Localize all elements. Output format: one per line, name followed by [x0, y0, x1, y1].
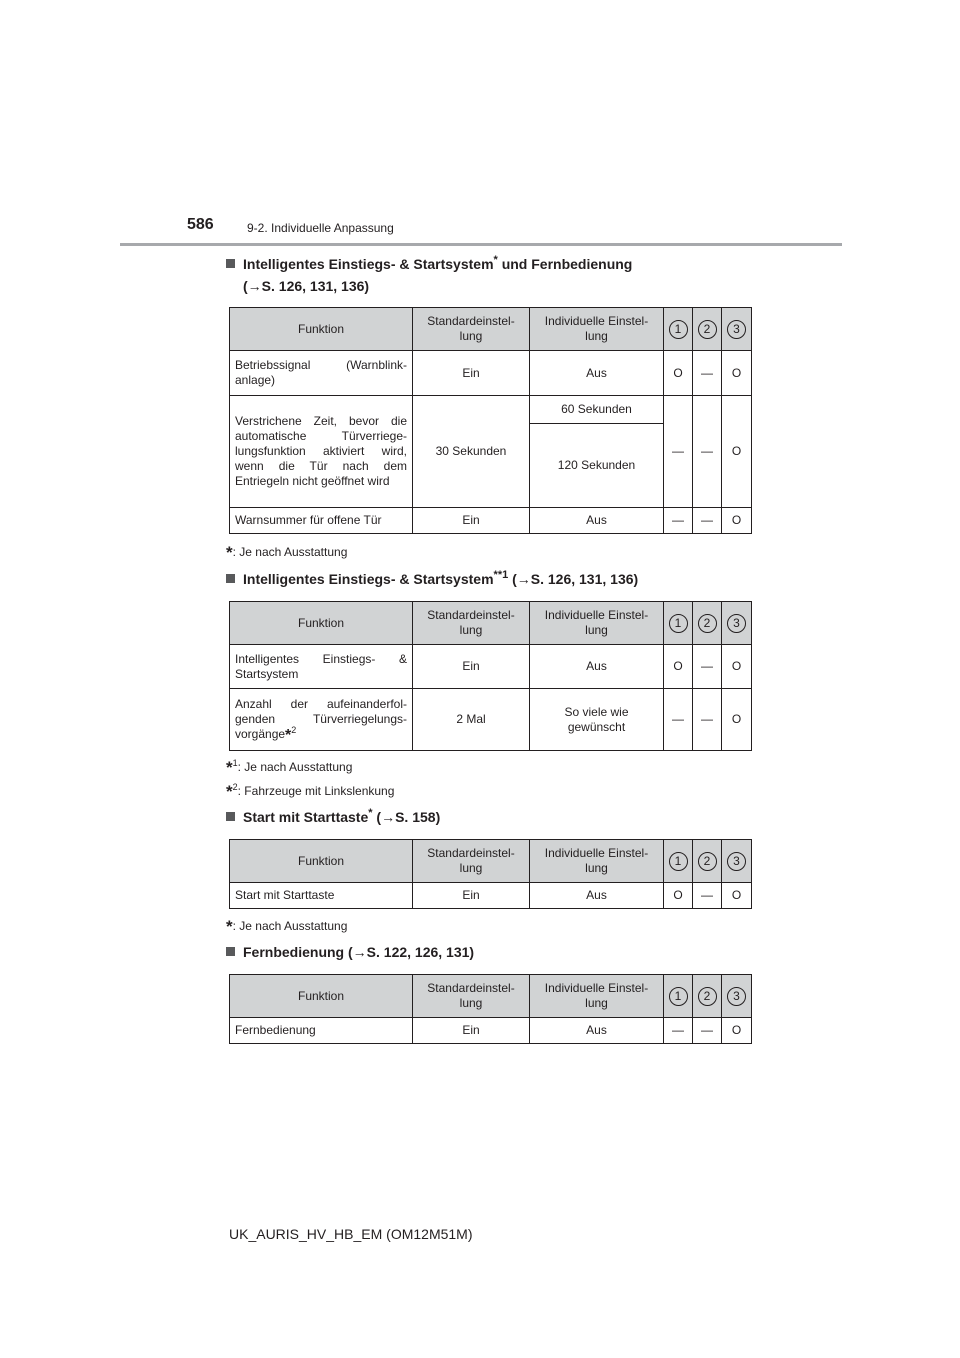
- cell-individuell: So viele wie gewünscht: [530, 689, 664, 751]
- cell-c2: —: [693, 883, 722, 909]
- col-header-funktion: Funktion: [230, 840, 413, 883]
- cell-individuell-b: 120 Sekunden: [530, 424, 664, 508]
- cell-c2: —: [693, 689, 722, 751]
- col-header-1: [664, 602, 693, 645]
- cell-funktion: Warnsummer für offene Tür: [230, 508, 413, 534]
- circled-3-icon: 3: [727, 614, 746, 633]
- col-header-individuell: Individuelle Einstel-lung: [530, 308, 664, 351]
- cell-standard: Ein: [413, 645, 530, 689]
- cell-c2: —: [693, 645, 722, 689]
- table-row: [230, 689, 752, 751]
- cell-c3: O: [722, 689, 752, 751]
- table-row: [230, 1018, 752, 1044]
- circled-3-icon: 3: [727, 320, 746, 339]
- cell-funktion: Anzahl der aufeinanderfol-genden Türverriegelungs-vorgänge*$^2$: [230, 689, 413, 751]
- square-bullet-icon: [226, 574, 235, 583]
- col-header-funktion: Funktion: [230, 308, 413, 351]
- cell-c1: O: [664, 883, 693, 909]
- cell-funktion: Intelligentes Einstiegs- & Startsystem: [230, 645, 413, 689]
- cell-c3: O: [722, 396, 752, 508]
- square-bullet-icon: [226, 947, 235, 956]
- section-4-heading: Fernbedienung (→S. 122, 126, 131): [226, 941, 474, 963]
- table-header-row: [230, 840, 752, 883]
- square-bullet-icon: [226, 812, 235, 821]
- cell-standard: 2 Mal: [413, 689, 530, 751]
- cell-funktion: Start mit Starttaste: [230, 883, 413, 909]
- header-rule: [120, 243, 842, 246]
- table-row: [230, 351, 752, 396]
- circled-1-icon: 1: [669, 852, 688, 871]
- circled-2-icon: 2: [698, 852, 717, 871]
- col-header-2: [693, 602, 722, 645]
- cell-c2: —: [693, 1018, 722, 1044]
- col-header-1: [664, 308, 693, 351]
- cell-c3: O: [722, 645, 752, 689]
- document-footer: UK_AURIS_HV_HB_EM (OM12M51M): [229, 1226, 473, 1242]
- cell-c1: —: [664, 1018, 693, 1044]
- table-header-row: [230, 308, 752, 351]
- circled-3-icon: 3: [727, 852, 746, 871]
- col-header-individuell: Individuelle Einstel-lung: [530, 602, 664, 645]
- cell-individuell: Aus: [530, 645, 664, 689]
- cell-funktion: Fernbedienung: [230, 1018, 413, 1044]
- cell-standard: Ein: [413, 1018, 530, 1044]
- col-header-3: [722, 975, 752, 1018]
- cell-funktion: Betriebssignal (Warnblink-anlage): [230, 351, 413, 396]
- circled-1-icon: 1: [669, 614, 688, 633]
- section-3-footnote: *: Je nach Ausstattung: [226, 917, 348, 936]
- table-header-row: [230, 975, 752, 1018]
- cell-individuell-a: 60 Sekunden: [530, 396, 664, 424]
- table-row: [230, 396, 752, 424]
- square-bullet-icon: [226, 259, 235, 268]
- col-header-funktion: Funktion: [230, 975, 413, 1018]
- col-header-2: [693, 975, 722, 1018]
- cell-individuell: Aus: [530, 508, 664, 534]
- circled-2-icon: 2: [698, 320, 717, 339]
- table-header-row: [230, 602, 752, 645]
- section-2-table: [229, 601, 752, 751]
- cell-standard: Ein: [413, 351, 530, 396]
- section-2-footnote-2: *$^2$: Fahrzeuge mit Linkslenkung: [226, 782, 395, 801]
- chapter-title: 9-2. Individuelle Anpassung: [247, 221, 394, 235]
- page-number: 586: [187, 216, 214, 233]
- col-header-2: [693, 308, 722, 351]
- col-header-3: [722, 602, 752, 645]
- section-1-table: [229, 307, 752, 534]
- section-1-heading: Intelligentes Einstiegs- & Startsystem* und Fernbedienung (→S. 126, 131, 136): [226, 253, 632, 297]
- section-1-footnote: *: Je nach Ausstattung: [226, 543, 348, 562]
- col-header-standard: Standardeinstel-lung: [413, 602, 530, 645]
- circled-1-icon: 1: [669, 320, 688, 339]
- cell-c1: O: [664, 351, 693, 396]
- circled-3-icon: 3: [727, 987, 746, 1006]
- cell-c2: —: [693, 508, 722, 534]
- col-header-standard: Standardeinstel-lung: [413, 308, 530, 351]
- cell-c1: —: [664, 689, 693, 751]
- col-header-standard: Standardeinstel-lung: [413, 975, 530, 1018]
- section-3-table: [229, 839, 752, 909]
- cell-c1: —: [664, 508, 693, 534]
- col-header-1: [664, 840, 693, 883]
- col-header-2: [693, 840, 722, 883]
- cell-c3: O: [722, 508, 752, 534]
- circled-1-icon: 1: [669, 987, 688, 1006]
- section-3-heading: Start mit Starttaste* (→S. 158): [226, 806, 440, 828]
- col-header-standard: Standardeinstel-lung: [413, 840, 530, 883]
- cell-standard: 30 Sekunden: [413, 396, 530, 508]
- col-header-funktion: Funktion: [230, 602, 413, 645]
- cell-individuell: Aus: [530, 1018, 664, 1044]
- cell-c3: O: [722, 883, 752, 909]
- circled-2-icon: 2: [698, 987, 717, 1006]
- cell-individuell: Aus: [530, 883, 664, 909]
- circled-2-icon: 2: [698, 614, 717, 633]
- table-row: [230, 508, 752, 534]
- col-header-1: [664, 975, 693, 1018]
- cell-c3: O: [722, 351, 752, 396]
- cell-standard: Ein: [413, 508, 530, 534]
- col-header-individuell: Individuelle Einstel-lung: [530, 975, 664, 1018]
- cell-funktion: Verstrichene Zeit, bevor die automatische Türverriege-lungsfunktion aktiviert wird, wenn die Tür nach dem Entriegeln nicht geöffnet wird: [230, 396, 413, 508]
- col-header-3: [722, 840, 752, 883]
- table-row: [230, 883, 752, 909]
- cell-c1: O: [664, 645, 693, 689]
- section-4-table: [229, 974, 752, 1044]
- cell-c3: O: [722, 1018, 752, 1044]
- cell-standard: Ein: [413, 883, 530, 909]
- section-1-reference: (→S. 126, 131, 136): [243, 278, 370, 294]
- cell-c2: —: [693, 396, 722, 508]
- cell-c1: —: [664, 396, 693, 508]
- col-header-individuell: Individuelle Einstel-lung: [530, 840, 664, 883]
- col-header-3: [722, 308, 752, 351]
- cell-c2: —: [693, 351, 722, 396]
- cell-individuell: Aus: [530, 351, 664, 396]
- section-2-heading: Intelligentes Einstiegs- & Startsystem$^{**1}$ (→S. 126, 131, 136): [226, 568, 638, 590]
- table-row: [230, 645, 752, 689]
- section-2-footnote-1: *$^1$: Je nach Ausstattung: [226, 758, 353, 777]
